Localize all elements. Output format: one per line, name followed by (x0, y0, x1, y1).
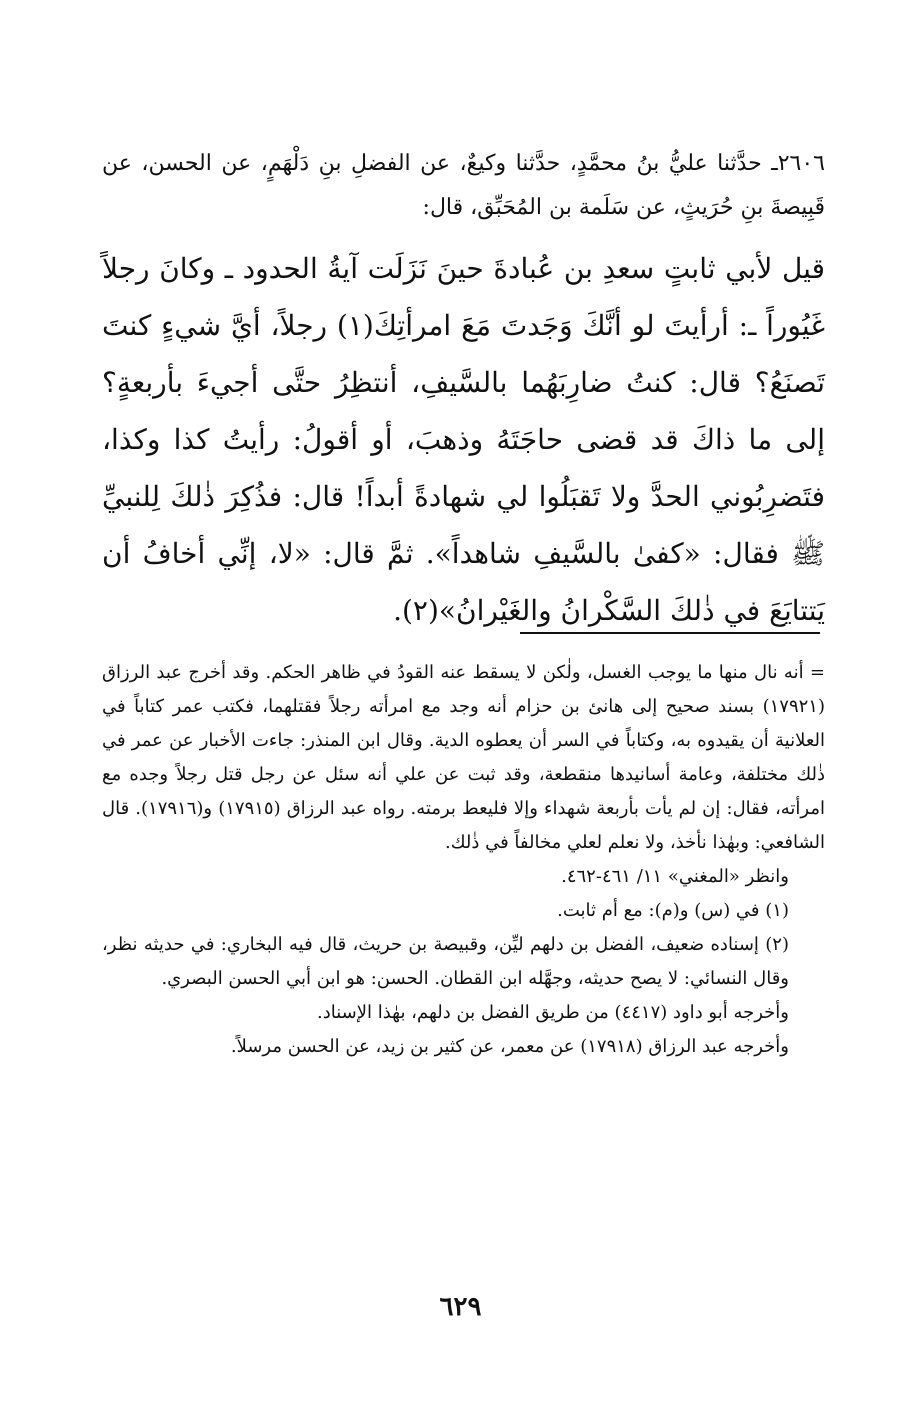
footnote-see-also: وانظر «المغني» ١١/ ٤٦١-٤٦٢. (561, 866, 789, 887)
footnote-separator (520, 632, 820, 634)
page-number: ٦٢٩ (439, 1292, 482, 1322)
footnote-2: (٢) إسناده ضعيف، الفضل بن دلهم ليِّن، وقبيصة بن حريث، قال فيه البخاري: في حديثه نظر، وقال النسائي: لا يصح حديثه، وجهَّله ابن القطان. الحسن: هو ابن أبي الحسن البصري. (102, 934, 789, 989)
footnote-continued: = أنه نال منها ما يوجب الغسل، ولٰكن لا يسقط عنه القودُ في ظاهر الحكم. وقد أخرج عبد الرزاق (١٧٩٢١) بسند صحيح إلى هانئ بن حزام أنه وجد مع امرأته رجلاً فقتلهما، فكتب عمر كتاباً في العلانية أن يقيدوه به، وكتاباً في السر أن يعطوه الدية. وقال ابن المنذر: جاءت الأخبار عن عمر في ذٰلك مختلفة، وعامة أسانيدها منقطعة، وقد ثبت عن علي أنه سئل عن رجل قتل رجلاً وجده مع امرأته، فقال: إن لم يأت بأربعة شهداء وإلا فليعط برمته. رواه عبد الرزاق (١٧٩١٥) و(١٧٩١٦). قال الشافعي: وبهٰذا نأخذ، ولا نعلم لعلي مخالفاً في ذٰلك. (102, 662, 825, 853)
footnote-1: (١) في (س) و(م): مع أم ثابت. (557, 900, 789, 921)
hadith-isnad: ٢٦٠٦ـ حدَّثنا عليُّ بنُ محمَّدٍ، حدَّثنا وكيعٌ، عن الفضلِ بنِ دَلْهَمٍ، عن الحسن، عن قَبِيصةَ بنِ حُرَيثٍ، عن سَلَمة بن المُحَبِّق، قال: (102, 151, 825, 220)
footnote-2-abu-dawud: وأخرجه أبو داود (٤٤١٧) من طريق الفضل بن دلهم، بهٰذا الإسناد. (316, 1002, 789, 1023)
footnote-2-abd-razzaq: وأخرجه عبد الرزاق (١٧٩١٨) عن معمر، عن كثير بن زيد، عن الحسن مرسلاً. (230, 1036, 789, 1057)
footnotes-section (102, 656, 825, 1064)
hadith-matn: قيل لأبي ثابتٍ سعدِ بن عُبادةَ حينَ نَزَلَت آيةُ الحدود ـ وكانَ رجلاً غَيُوراً ـ: أرأيتَ لو أنَّكَ وَجَدتَ مَعَ امرأتِكَ(١) رجلاً، أيَّ شيءٍ كنتَ تَصنَعُ؟ قال: كنتُ ضارِبَهُما بالسَّيفِ، أنتظِرُ حتَّى أجيءَ بأربعةٍ؟ إلى ما ذاكَ قد قضى حاجَتَهُ وذهبَ، أو أقولُ: رأيتُ كذا وكذا، فتَضرِبُوني الحدَّ ولا تَقبَلُوا لي شهادةً أبداً! قال: فذُكِرَ ذٰلكَ لِلنبيِّ ﷺ فقال: «كفىٰ بالسَّيفِ شاهداً». ثمَّ قال: «لا، إنِّي أخافُ أن يَتتايَعَ في ذٰلكَ السَّكْرانُ والغَيْرانُ»(٢). (102, 252, 825, 627)
